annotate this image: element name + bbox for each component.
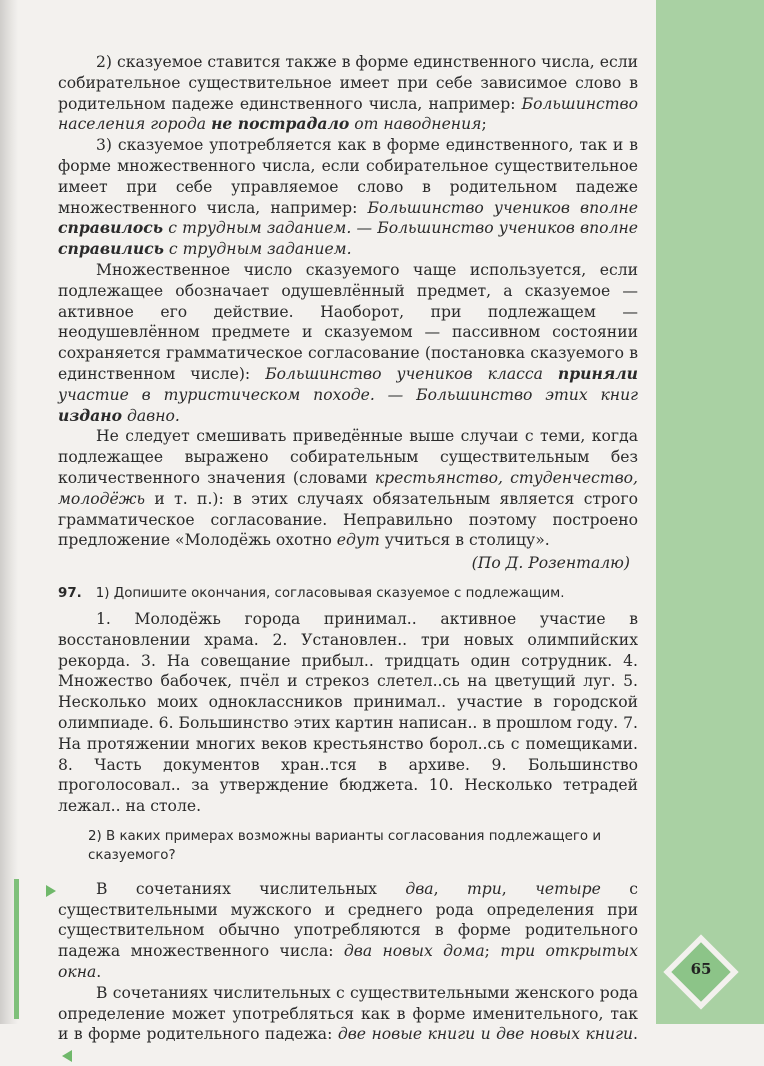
paragraph-rule-3: 3) сказуемое употребляется как в форме единственного, так и в форме множественного числа, если собирательное существительное имеет при себе управляемое слово в родительном падеже множественного числа, например: Большинство учеников вполне справилось с трудным заданием. — Большинство учеников вполне справились с трудным заданием. xyxy=(58,136,638,259)
page-content xyxy=(58,52,638,1066)
exercise-task-1: 97. 1) Допишите окончания, согласовывая сказуемое с подлежащим. xyxy=(58,585,565,601)
rule-block xyxy=(58,879,638,1066)
exercise-number: 97. xyxy=(58,585,82,601)
exercise-sentences: 1. Молодёжь города принимал.. активное участие в восстановлении храма. 2. Установлен.. три новых олимпийских рекорда. 3. На совещание прибыл.. тридцать один сотрудник. 4. Множество бабочек, пчёл и стрекоз слетел..сь на цветущий луг. 5. Несколько моих одноклассников принимал.. участие в городской олимпиаде. 6. Большинство этих картин написан.. в прошлом году. 7. На протяжении многих веков крестьянство борол..сь с помещиками. 8. Часть документов хран..тся в архиве. 9. Большинство проголосовал.. за утверждение бюджета. 10. Несколько тетрадей лежал.. на столе. xyxy=(58,609,638,816)
rule-paragraph-1: В сочетаниях числительных два, три, четыре с существительными мужского и среднего рода определения при существительном обычно употребляются в форме родительного падежа множественного числа: два новых дома; три открытых окна. xyxy=(58,879,638,982)
paragraph-collective-nouns: Не следует смешивать приведённые выше случаи с теми, когда подлежащее выражено собирательным существительным без количественного значения (словами крестьянство, студенчество, молодёжь и т. п.): в этих случаях обязательным является строго грамматическое согласование. Неправильно поэтому построено предложение «Молодёжь охотно едут учиться в столицу». xyxy=(58,427,638,550)
page-number: 65 xyxy=(690,960,712,978)
exercise-task-2: 2) В каких примерах возможны варианты согласования подлежащего и сказуемого? xyxy=(88,828,602,863)
paragraph-plural-usage: Множественное число сказуемого чаще используется, если подлежащее обозначает одушевлённый предмет, а сказуемое — активное его действие. Наоборот, при подлежащем — неодушевлённом предмете и сказуемом — пассивном состоянии сохраняется грамматическое согласование (постановка сказуемого в единственном числе): Большинство учеников класса приняли участие в туристическом походе. — Большинство этих книг издано давно. xyxy=(58,260,638,425)
rule-end-marker-icon xyxy=(62,1050,72,1062)
rule-side-bar xyxy=(14,879,19,1019)
green-margin xyxy=(656,0,764,1024)
source-attribution: (По Д. Розенталю) xyxy=(471,554,630,573)
rule-paragraph-2: В сочетаниях числительных с существительными женского рода определение может употребляться как в форме именительного, так и в форме родительного падежа: две новые книги и две новых книги. xyxy=(58,983,638,1066)
page-spine xyxy=(0,0,18,1024)
rule-start-marker-icon xyxy=(46,885,56,897)
paragraph-rule-2: 2) сказуемое ставится также в форме единственного числа, если собирательное существительное имеет при себе зависимое слово в родительном падеже единственного числа, например: Большинство населения города не пострадало от наводнения; xyxy=(58,53,638,134)
